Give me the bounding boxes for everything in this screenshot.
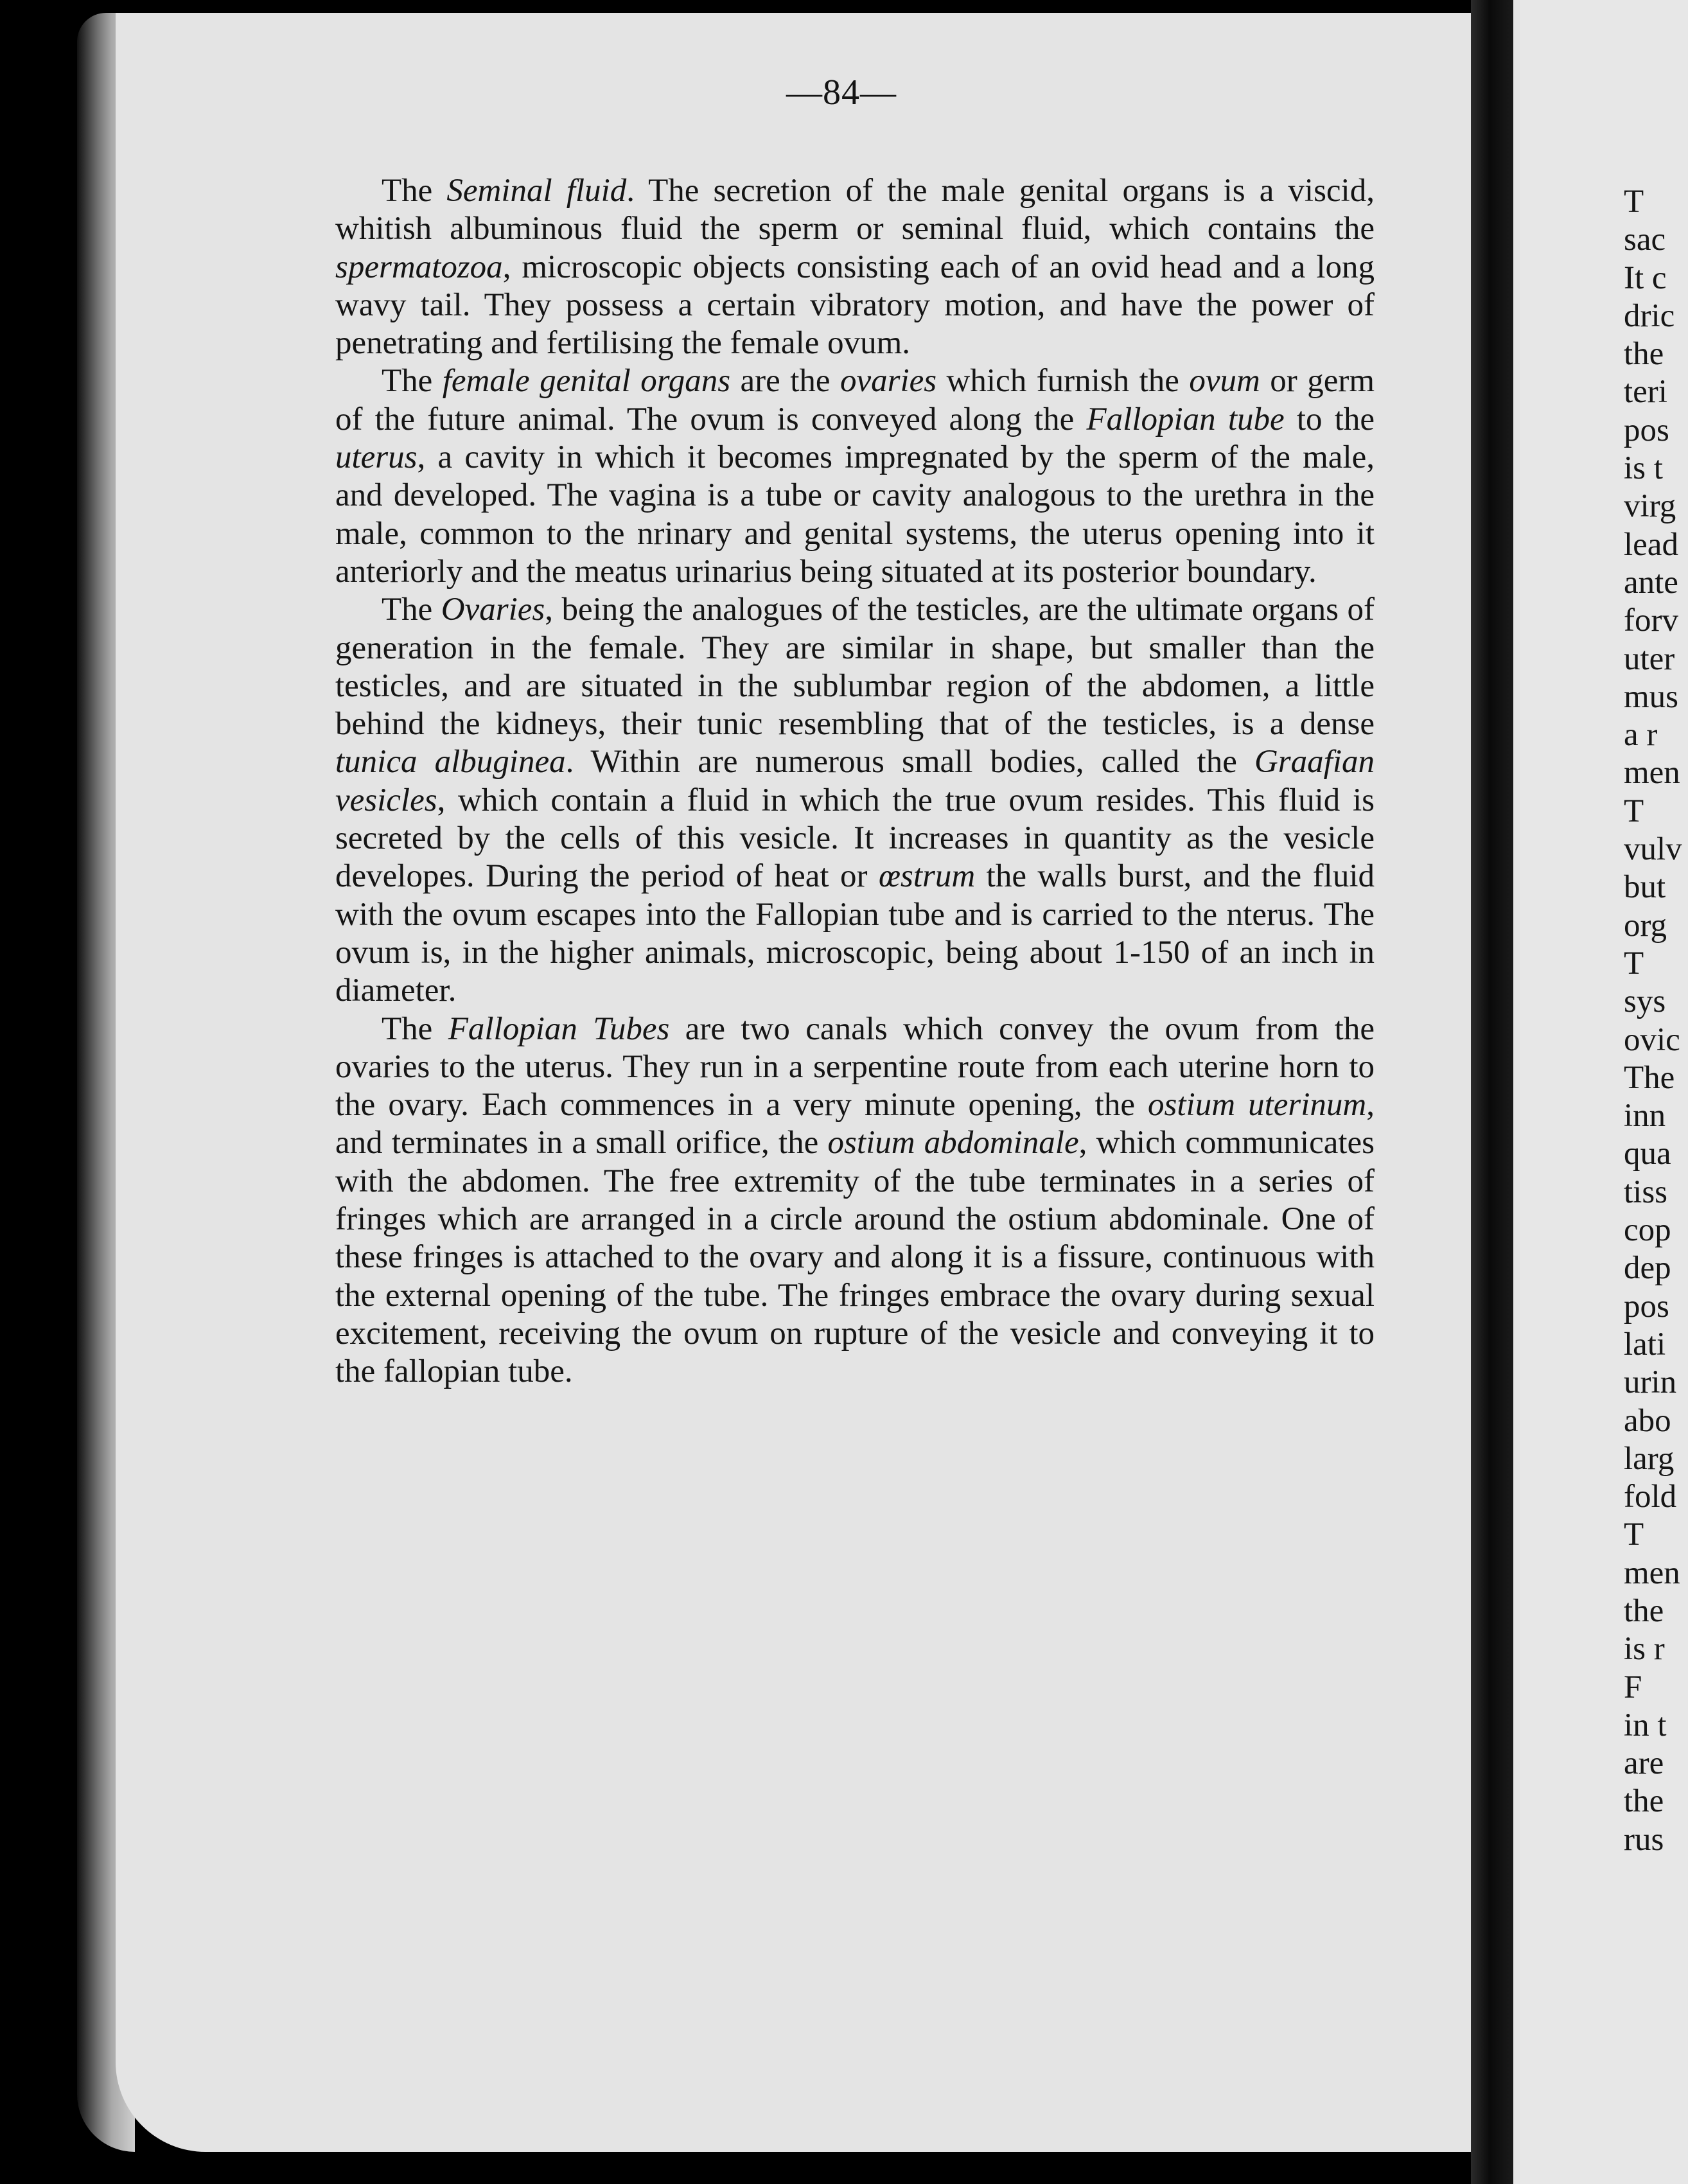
book-gutter bbox=[1471, 0, 1513, 2184]
para-fallopian-tubes bbox=[335, 1010, 1375, 1391]
right-page-line: fold bbox=[1624, 1479, 1677, 1515]
para-ovaries bbox=[335, 591, 1375, 1010]
right-page-line: sac bbox=[1624, 222, 1666, 258]
right-page-line: is r bbox=[1624, 1631, 1665, 1668]
text-run: , and terminates in a small orifice, the bbox=[335, 1087, 1375, 1161]
right-page-line: T bbox=[1624, 184, 1644, 220]
right-page-line: The bbox=[1624, 1059, 1675, 1096]
text-run: , which contain a fluid in which the true ovum resides. This fluid is secreted by the cells of this vesicle. It increases in quantity as the vesicle developes. During the period of heat or bbox=[335, 782, 1375, 895]
right-page-line: T bbox=[1624, 793, 1644, 829]
right-page-line: virg bbox=[1624, 488, 1676, 525]
text-run: The bbox=[382, 173, 447, 209]
right-page-line: mus bbox=[1624, 678, 1679, 715]
text-run: to the bbox=[1284, 401, 1375, 437]
right-page-line: ante bbox=[1624, 564, 1678, 601]
text-run: . Within are numerous small bodies, called the bbox=[565, 744, 1254, 780]
italic-term: Fallopian Tubes bbox=[448, 1010, 670, 1047]
right-page-line: forv bbox=[1624, 603, 1678, 639]
right-page-line: pos bbox=[1624, 412, 1669, 448]
right-page-line: tiss bbox=[1624, 1174, 1668, 1210]
right-page-line: F bbox=[1624, 1669, 1642, 1705]
italic-term: Seminal fluid bbox=[446, 173, 627, 209]
italic-term: ovum bbox=[1189, 363, 1260, 400]
right-page-line: teri bbox=[1624, 374, 1667, 410]
text-run: The bbox=[382, 1010, 448, 1047]
right-page-line: lati bbox=[1624, 1326, 1666, 1362]
page-body-text bbox=[335, 172, 1375, 1391]
text-run: , microscopic objects consisting each of an ovid head and a long wavy tail. They possess a certain vibratory motion, and have the power of penetrating and fertilising the female ovum. bbox=[335, 249, 1375, 362]
text-run: are two canals which convey the ovum from the ovaries to the uterus. They run in a serpentine route from each uterine horn to the ovary. Each commences in a very minute opening, the bbox=[335, 1010, 1375, 1123]
right-page-line: T bbox=[1624, 1517, 1644, 1553]
italic-term: female genital organs bbox=[442, 363, 731, 400]
right-page-line: are bbox=[1624, 1745, 1664, 1782]
right-page-line: dep bbox=[1624, 1250, 1671, 1287]
right-page-line: abo bbox=[1624, 1402, 1671, 1439]
text-run: The bbox=[382, 592, 441, 628]
right-page-line: org bbox=[1624, 907, 1667, 944]
right-page-line: dric bbox=[1624, 297, 1675, 334]
italic-term: Fallopian tube bbox=[1086, 401, 1285, 437]
right-page-line: pos bbox=[1624, 1288, 1669, 1325]
right-page-text-fragments bbox=[1624, 183, 1688, 1859]
text-run: , which communicates with the abdomen. The free extremity of the tube terminates in a series of fringes which are arranged in a circle around the ostium abdominale. One of these fringes is attached to the ovary and along it is a fissure, continuous with the external opening of the tube. The fringes embrace the ovary during sexual excitement, receiving the ovum on rupture of the vesicle and conveying it to the fallopian tube. bbox=[335, 1125, 1375, 1390]
right-page-line: It c bbox=[1624, 260, 1667, 296]
right-page-line: men bbox=[1624, 755, 1680, 791]
right-page-line: a r bbox=[1624, 717, 1658, 753]
right-page-line: the bbox=[1624, 1592, 1664, 1629]
italic-term: Ovaries bbox=[441, 592, 545, 628]
italic-term: Graafian vesicles bbox=[335, 744, 1375, 818]
text-run: the walls burst, and the fluid with the ovum escapes into the Fallopian tube and is carried to the nterus. The ovum is, in the higher animals, microscopic, being about 1-150 of an inch in diameter. bbox=[335, 858, 1375, 1009]
text-run: , a cavity in which it becomes impregnated by the sperm of the male, and developed. The vagina is a tube or cavity analogous to the urethra in the male, common to the nrinary and genital systems, the uterus opening into it anteriorly and the meatus urinarius being situated at its posterior boundary. bbox=[335, 439, 1375, 590]
right-page-line: T bbox=[1624, 945, 1644, 982]
italic-term: spermatozoa bbox=[335, 249, 503, 285]
right-page-line: rus bbox=[1624, 1821, 1664, 1858]
right-page-line: but bbox=[1624, 869, 1666, 906]
italic-term: ostium abdominale bbox=[827, 1125, 1079, 1161]
text-run: are the bbox=[730, 363, 840, 400]
italic-term: ovaries bbox=[840, 363, 937, 400]
right-page-line: inn bbox=[1624, 1098, 1666, 1134]
italic-term: ostium uterinum bbox=[1148, 1087, 1367, 1123]
text-run: . The secretion of the male genital organs is a viscid, whitish albuminous fluid the sperm or seminal fluid, which contains the bbox=[335, 173, 1375, 247]
text-run: The bbox=[382, 363, 443, 400]
right-page-line: the bbox=[1624, 1783, 1664, 1820]
right-page-line: urin bbox=[1624, 1364, 1677, 1401]
right-page-line: lead bbox=[1624, 526, 1678, 563]
right-page-line: vulv bbox=[1624, 831, 1682, 868]
right-page-line: is t bbox=[1624, 450, 1663, 487]
text-run: or germ of the future animal. The ovum is conveyed along the bbox=[335, 363, 1375, 437]
italic-term: œstrum bbox=[878, 858, 976, 895]
right-page-line: ovic bbox=[1624, 1021, 1680, 1058]
right-page-line: the bbox=[1624, 336, 1664, 373]
text-run: , being the analogues of the testicles, are the ultimate organs of generation in the female. They are similar in shape, but smaller than the testicles, and are situated in the sublumbar region of the abdomen, a little behind the kidneys, their tunic resembling that of the testicles, is a dense bbox=[335, 592, 1375, 743]
italic-term: tunica albuginea bbox=[335, 744, 566, 780]
text-run: which furnish the bbox=[936, 363, 1190, 400]
right-page-line: sys bbox=[1624, 983, 1666, 1020]
right-page-line: uter bbox=[1624, 640, 1675, 677]
page-number: —84— bbox=[786, 73, 897, 112]
right-page-line: larg bbox=[1624, 1440, 1675, 1477]
para-seminal-fluid bbox=[335, 172, 1375, 362]
italic-term: uterus bbox=[335, 439, 418, 476]
right-page-line: qua bbox=[1624, 1136, 1671, 1172]
right-page-line: cop bbox=[1624, 1212, 1671, 1249]
right-page-line: men bbox=[1624, 1554, 1680, 1591]
right-page-line: in t bbox=[1624, 1707, 1667, 1743]
para-female-genital-organs bbox=[335, 362, 1375, 591]
